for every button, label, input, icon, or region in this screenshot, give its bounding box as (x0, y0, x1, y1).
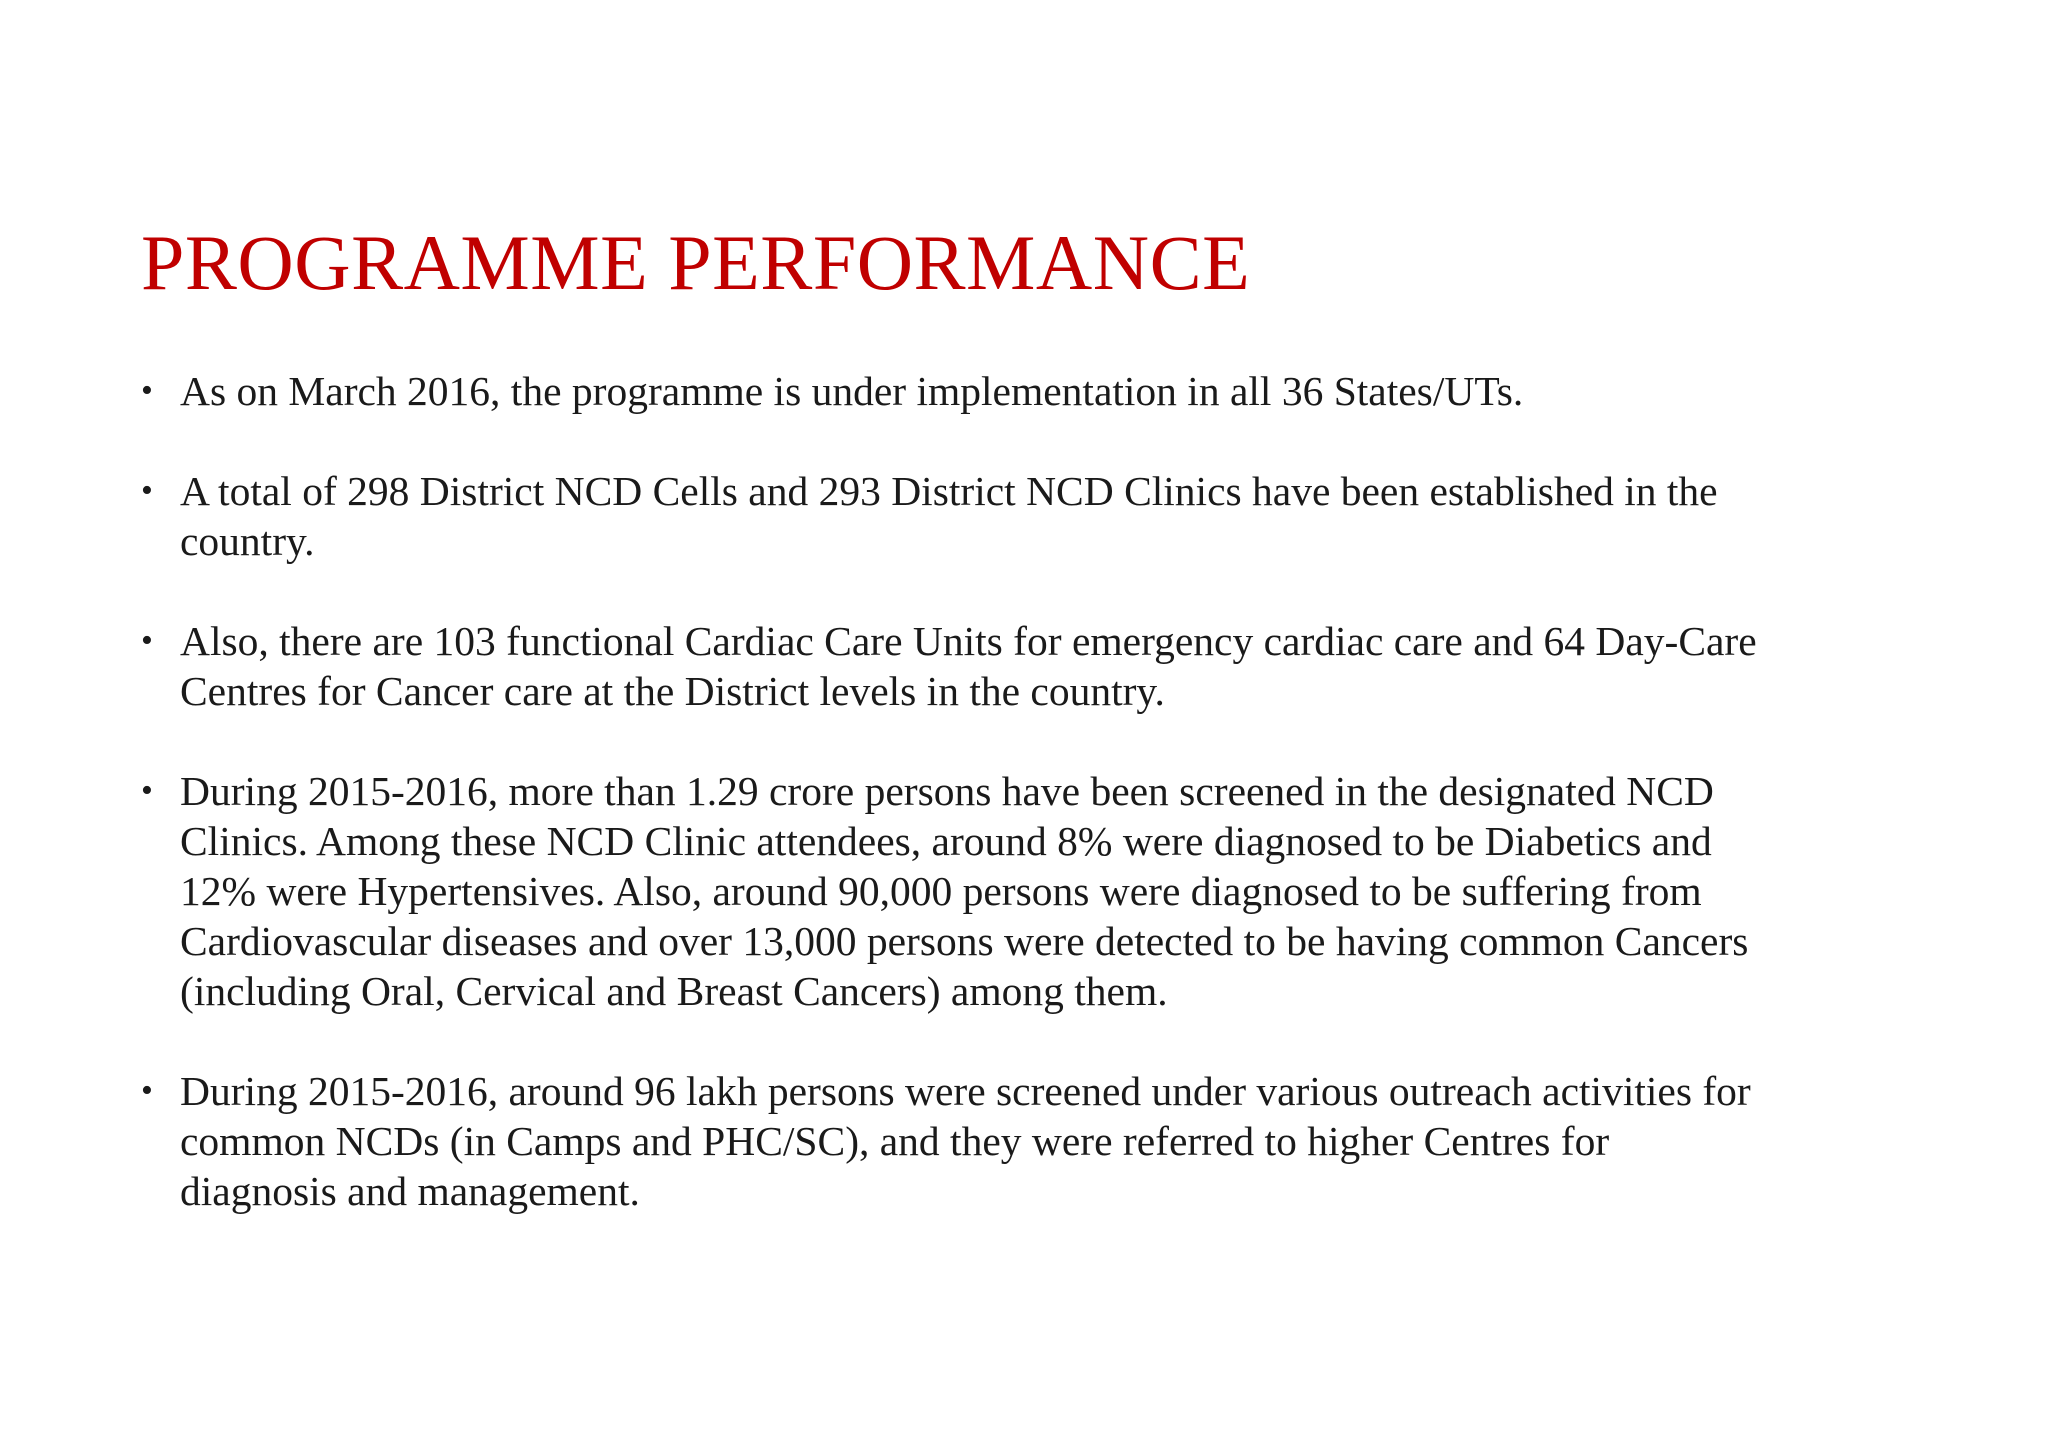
bullet-list (141, 366, 1941, 1266)
slide-title: PROGRAMME PERFORMANCE (141, 219, 1251, 306)
bullet-text-line: country. (180, 518, 315, 564)
bullet-item-cardiac-care (141, 616, 1941, 716)
bullet-text-line: 12% were Hypertensives. Also, around 90,000 persons were diagnosed to be suffering from (180, 868, 1702, 914)
bullet-text-line: Clinics. Among these NCD Clinic attendees, around 8% were diagnosed to be Diabetics and (180, 818, 1712, 864)
bullet-item-implementation (141, 366, 1941, 416)
bullet-item-ncd-cells (141, 466, 1941, 566)
bullet-icon: • (141, 1072, 153, 1109)
bullet-text-line: Cardiovascular diseases and over 13,000 persons were detected to be having common Cancers (180, 918, 1749, 964)
bullet-text-line: During 2015-2016, more than 1.29 crore persons have been screened in the designated NCD (180, 768, 1714, 814)
bullet-text-line: (including Oral, Cervical and Breast Cancers) among them. (180, 968, 1168, 1014)
bullet-text-line: Centres for Cancer care at the District levels in the country. (180, 668, 1165, 714)
bullet-item-screening-clinics (141, 766, 1941, 1016)
bullet-icon: • (141, 622, 153, 659)
bullet-text-line: As on March 2016, the programme is under implementation in all 36 States/UTs. (180, 368, 1524, 414)
bullet-text-line: Also, there are 103 functional Cardiac Care Units for emergency cardiac care and 64 Day-Care (180, 618, 1757, 664)
bullet-icon: • (141, 372, 153, 409)
bullet-icon: • (141, 772, 153, 809)
bullet-text-line: common NCDs (in Camps and PHC/SC), and they were referred to higher Centres for (180, 1118, 1610, 1164)
bullet-item-outreach (141, 1066, 1941, 1216)
bullet-text-line: During 2015-2016, around 96 lakh persons were screened under various outreach activities for (180, 1068, 1751, 1114)
bullet-text-line: A total of 298 District NCD Cells and 293 District NCD Clinics have been established in the (180, 468, 1718, 514)
bullet-text-line: diagnosis and management. (180, 1168, 640, 1214)
bullet-icon: • (141, 472, 153, 509)
